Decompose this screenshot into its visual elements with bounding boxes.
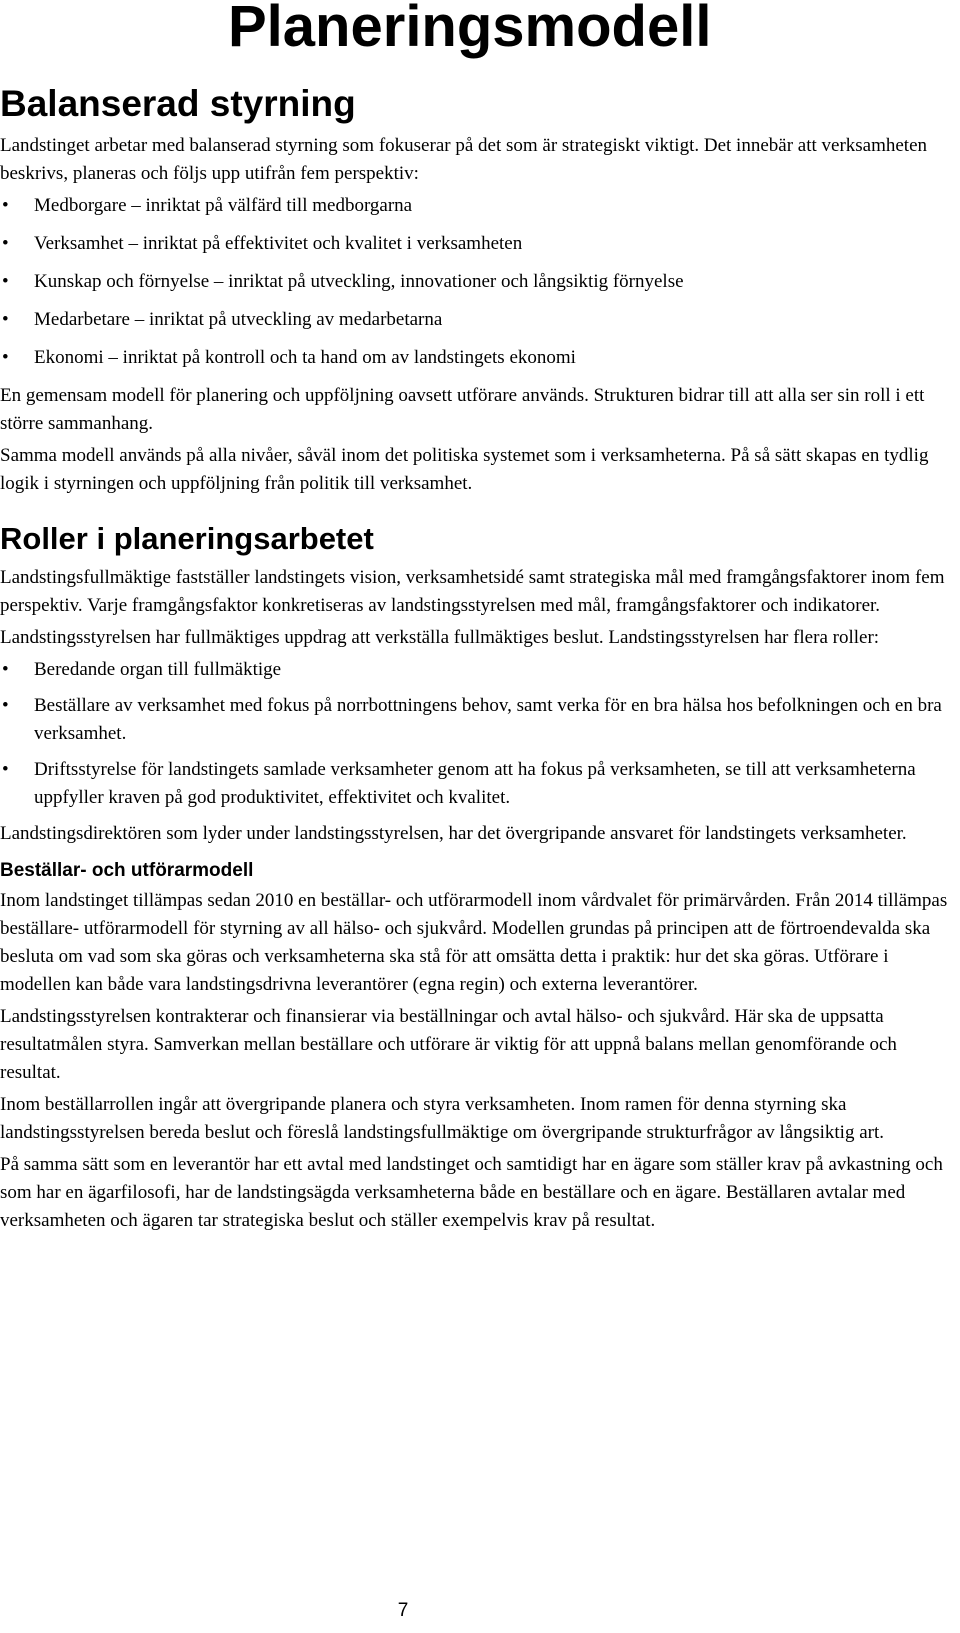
intro-paragraph: Landstinget arbetar med balanserad styrning som fokuserar på det som är strategiskt viktigt. Det innebär att verksamheten beskrivs, planeras och följs upp utifrån fem perspektiv: — [0, 135, 928, 184]
paragraph: Inom landstinget tillämpas sedan 2010 en beställar- och utförarmodell inom vårdvalet för primärvården. Från 2014 tillämpas beställare- utförarmodell för styrning av all hälso- och sjukvård. Modellen grundas på principen att de förtroendevalda ska besluta om vad som ska göras och verksamheterna ska stå för att omsätta detta i praktik: hur det ska göras. Utförare i modellen kan både vara landstingsdrivna leverantörer (egna regin) och externa leverantörer. — [0, 890, 948, 995]
list-item: • Medarbetare – inriktat på utveckling av medarbetarna — [0, 306, 958, 344]
bullet-icon: • — [2, 233, 9, 254]
bullet-icon: • — [2, 309, 9, 330]
bullet-icon: • — [2, 759, 9, 780]
paragraph: Landstingsstyrelsen kontrakterar och finansierar via beställningar och avtal hälso- och sjukvård. Här ska de uppsatta resultatmålen styra. Samverkan mellan beställare och utförare är viktig för att uppnå balans mellan genomförande och resultat. — [0, 1006, 897, 1083]
perspective-list — [0, 192, 958, 382]
paragraph: Landstingsfullmäktige fastställer landstingets vision, verksamhetsidé samt strategiska mål med framgångsfaktorer inom fem perspektiv. Varje framgångsfaktor konkretiseras av landstingsstyrelsen med mål, framgångsfaktorer och indikatorer. — [0, 567, 945, 616]
list-item: • Ekonomi – inriktat på kontroll och ta hand om av landstingets ekonomi — [0, 344, 958, 382]
roles-list — [0, 656, 958, 812]
heading-balanserad-styrning: Balanserad styrning — [0, 83, 356, 124]
list-item: • Medborgare – inriktat på välfärd till medborgarna — [0, 192, 958, 230]
page-title: Planeringsmodell — [228, 0, 712, 59]
list-item: • Driftsstyrelse för landstingets samlade verksamheter genom att ha fokus på verksamheten, se till att verksamheterna uppfyller kraven på god produktivitet, effektivitet och kvalitet. — [0, 756, 958, 812]
paragraph: Landstingsdirektören som lyder under landstingsstyrelsen, har det övergripande ansvaret för landstingets verksamheter. — [0, 823, 907, 844]
bullet-icon: • — [2, 347, 9, 368]
paragraph: Samma modell används på alla nivåer, såväl inom det politiska systemet som i verksamheterna. På så sätt skapas en tydlig logik i styrningen och uppföljning från politik till verksamhet. — [0, 445, 929, 494]
list-item: • Kunskap och förnyelse – inriktat på utveckling, innovationer och långsiktig förnyelse — [0, 268, 958, 306]
list-item: • Beställare av verksamhet med fokus på norrbottningens behov, samt verka för en bra hälsa hos befolkningen och en bra verksamhet. — [0, 692, 958, 748]
paragraph: Inom beställarrollen ingår att övergripande planera och styra verksamheten. Inom ramen för denna styrning ska landstingsstyrelsen bereda beslut och föreslå landstingsfullmäktige om övergripande strukturfrågor av långsiktig art. — [0, 1094, 884, 1143]
page-content — [0, 82, 958, 1239]
page-number: 7 — [397, 1600, 409, 1621]
bullet-icon: • — [2, 271, 9, 292]
heading-roller: Roller i planeringsarbetet — [0, 521, 374, 556]
bullet-icon: • — [2, 659, 9, 680]
heading-bestallar-utforarmodell: Beställar- och utförarmodell — [0, 860, 254, 881]
paragraph: På samma sätt som en leverantör har ett avtal med landstinget och samtidigt har en ägare som ställer krav på avkastning och som har en ägarfilosofi, har de landstingsägda verksamheterna både en beställare och en ägare. Beställaren avtalar med verksamheten och ägaren tar strategiska beslut och ställer exempelvis krav på resultat. — [0, 1154, 943, 1231]
paragraph: Landstingsstyrelsen har fullmäktiges uppdrag att verkställa fullmäktiges beslut. Landstingsstyrelsen har flera roller: — [0, 627, 880, 648]
list-item: • Beredande organ till fullmäktige — [0, 656, 958, 684]
bullet-icon: • — [2, 695, 9, 716]
list-item: • Verksamhet – inriktat på effektivitet och kvalitet i verksamheten — [0, 230, 958, 268]
bullet-icon: • — [2, 195, 9, 216]
paragraph: En gemensam modell för planering och uppföljning oavsett utförare används. Strukturen bidrar till att alla ser sin roll i ett större sammanhang. — [0, 385, 925, 434]
